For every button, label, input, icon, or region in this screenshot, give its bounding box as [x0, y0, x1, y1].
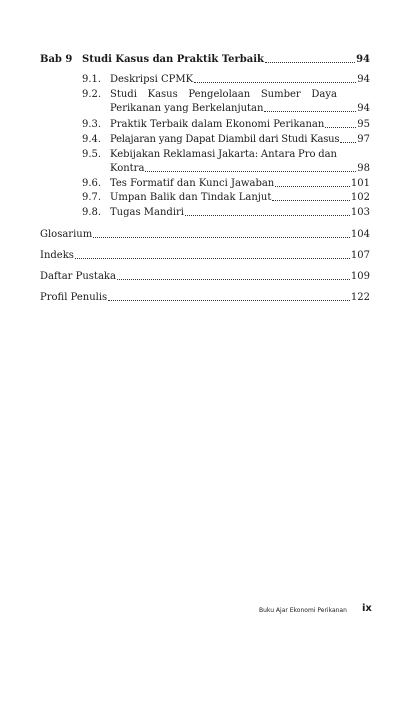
title-word: Studi — [110, 89, 137, 100]
backmatter-page: 122 — [350, 292, 370, 303]
backmatter-page: 104 — [350, 229, 370, 240]
footer-page-number: ix — [362, 603, 372, 614]
chapter-title: Studi Kasus dan Praktik Terbaik — [82, 54, 264, 65]
toc-backmatter-row[interactable] — [40, 271, 370, 283]
section-number: 9.3. — [82, 119, 102, 130]
dot-leader — [75, 258, 350, 259]
title-word: Jakarta: — [218, 149, 259, 160]
dot-leader — [264, 111, 356, 112]
section-page: 97 — [357, 134, 370, 145]
toc-section-row[interactable] — [110, 207, 370, 219]
section-page: 94 — [357, 74, 370, 85]
toc-section-row[interactable] — [110, 119, 370, 131]
section-number: 9.2. — [82, 89, 102, 100]
toc-backmatter-row[interactable] — [40, 229, 370, 241]
backmatter-title: Glosarium — [40, 229, 93, 240]
dot-leader — [93, 237, 350, 238]
dot-leader — [145, 171, 356, 172]
section-page: 103 — [350, 207, 370, 218]
title-word: Pro — [297, 149, 316, 160]
section-title: Praktik Terbaik dalam Ekonomi Perikanan — [110, 119, 325, 130]
title-word: Daya — [311, 89, 337, 100]
toc-chapter-row[interactable] — [40, 54, 370, 66]
chapter-page: 94 — [356, 54, 370, 65]
toc-backmatter-row[interactable] — [40, 292, 370, 304]
section-title-line2: Kontra — [110, 163, 145, 174]
title-word: Kebijakan — [110, 149, 161, 160]
footer-book-title: Buku Ajar Ekonomi Perikanan — [259, 607, 347, 614]
title-word: Sumber — [260, 89, 301, 100]
backmatter-title: Profil Penulis — [40, 292, 108, 303]
dot-leader — [185, 215, 350, 216]
section-number: 9.4. — [82, 134, 102, 145]
section-number: 9.1. — [82, 74, 102, 85]
title-word: Kasus — [147, 89, 178, 100]
dot-leader — [272, 200, 350, 201]
title-word: dan — [318, 149, 337, 160]
toc-section-row[interactable] — [110, 163, 370, 175]
toc-section-row[interactable] — [110, 192, 370, 204]
section-page: 95 — [357, 119, 370, 130]
chapter-label: Bab 9 — [40, 54, 73, 65]
dot-leader — [108, 300, 350, 301]
section-title: Deskripsi CPMK — [110, 74, 194, 85]
section-title-line2: Perikanan yang Berkelanjutan — [110, 103, 264, 114]
section-title: Umpan Balik dan Tindak Lanjut — [110, 192, 272, 203]
section-page: 101 — [350, 178, 370, 189]
dot-leader — [325, 127, 356, 128]
section-page: 98 — [357, 163, 370, 174]
section-title-line1 — [110, 89, 337, 101]
backmatter-title: Indeks — [40, 250, 74, 261]
title-word: Pengelolaan — [188, 89, 251, 100]
backmatter-page: 107 — [350, 250, 370, 261]
section-number: 9.6. — [82, 178, 102, 189]
toc-section-row[interactable] — [110, 178, 370, 190]
dot-leader — [265, 62, 355, 63]
backmatter-page: 109 — [350, 271, 370, 282]
toc-section-row[interactable] — [110, 74, 370, 86]
dot-leader — [275, 186, 350, 187]
backmatter-title: Daftar Pustaka — [40, 271, 116, 282]
toc-backmatter-row[interactable] — [40, 250, 370, 262]
dot-leader — [194, 82, 356, 83]
title-word: Antara — [260, 149, 296, 160]
section-number: 9.5. — [82, 149, 102, 160]
section-page: 94 — [357, 103, 370, 114]
dot-leader — [117, 279, 350, 280]
section-title: Tes Formatif dan Kunci Jawaban — [110, 178, 275, 189]
toc-section-row[interactable] — [110, 103, 370, 115]
dot-leader — [340, 142, 356, 143]
section-page: 102 — [350, 192, 370, 203]
section-number: 9.7. — [82, 192, 102, 203]
toc-section-row[interactable] — [110, 134, 370, 146]
section-title: Pelajaran yang Dapat Diambil dari Studi Kasus — [110, 134, 340, 145]
section-number: 9.8. — [82, 207, 102, 218]
title-word: Reklamasi — [162, 149, 216, 160]
section-title: Tugas Mandiri — [110, 207, 185, 218]
section-title-line1 — [110, 149, 337, 161]
